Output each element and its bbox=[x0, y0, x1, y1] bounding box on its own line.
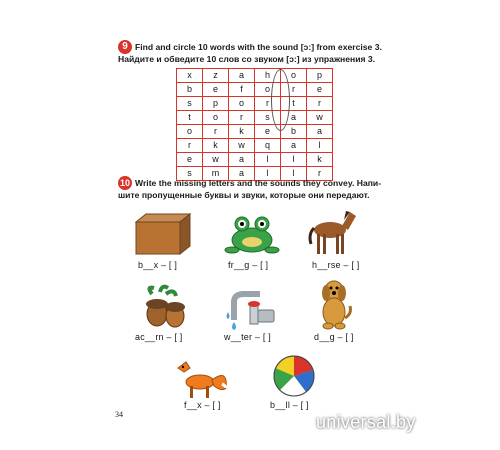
grid-cell[interactable]: r bbox=[229, 111, 255, 125]
water-caption: w__ter – [ ] bbox=[224, 332, 271, 342]
grid-row bbox=[177, 139, 333, 153]
exercise-10-badge: 10 bbox=[119, 178, 130, 188]
exercise-9-badge: 9 bbox=[118, 40, 132, 54]
grid-cell[interactable]: w bbox=[307, 111, 333, 125]
exercise-9-instruction-en: Find and circle 10 words with the sound [ɔ:] from exercise 3. bbox=[135, 42, 382, 52]
fox-caption: f__x – [ ] bbox=[184, 400, 221, 410]
grid-cell[interactable]: r bbox=[255, 97, 281, 111]
grid-cell[interactable]: o bbox=[203, 111, 229, 125]
horse-caption: h__rse – [ ] bbox=[312, 260, 360, 270]
grid-cell[interactable]: k bbox=[307, 153, 333, 167]
circled-word-marker bbox=[271, 69, 290, 131]
grid-cell[interactable]: a bbox=[229, 153, 255, 167]
grid-cell[interactable]: s bbox=[177, 167, 203, 181]
grid-cell[interactable]: h bbox=[255, 69, 281, 83]
grid-cell[interactable]: e bbox=[307, 83, 333, 97]
grid-row bbox=[177, 83, 333, 97]
acorn-icon bbox=[140, 284, 190, 330]
grid-row bbox=[177, 153, 333, 167]
grid-cell[interactable]: r bbox=[307, 167, 333, 181]
grid-cell[interactable]: l bbox=[281, 153, 307, 167]
grid-row bbox=[177, 69, 333, 83]
grid-row bbox=[177, 111, 333, 125]
frog-caption: fr__g – [ ] bbox=[228, 260, 269, 270]
ball-caption: b__ll – [ ] bbox=[270, 400, 309, 410]
grid-cell[interactable]: q bbox=[255, 139, 281, 153]
box-icon bbox=[130, 212, 194, 256]
word-search-grid bbox=[176, 68, 333, 181]
grid-cell[interactable]: s bbox=[177, 97, 203, 111]
grid-cell[interactable]: r bbox=[203, 125, 229, 139]
grid-cell[interactable]: x bbox=[177, 69, 203, 83]
grid-cell[interactable]: r bbox=[307, 97, 333, 111]
grid-cell[interactable]: o bbox=[281, 69, 307, 83]
page-number: 34 bbox=[115, 410, 123, 419]
grid-cell[interactable]: k bbox=[203, 139, 229, 153]
ball-icon bbox=[272, 354, 316, 398]
grid-cell[interactable]: a bbox=[307, 125, 333, 139]
grid-cell[interactable]: m bbox=[203, 167, 229, 181]
grid-cell[interactable]: a bbox=[229, 167, 255, 181]
grid-cell[interactable]: p bbox=[203, 97, 229, 111]
grid-cell[interactable]: l bbox=[255, 167, 281, 181]
grid-cell[interactable]: k bbox=[229, 125, 255, 139]
grid-cell[interactable]: a bbox=[281, 111, 307, 125]
grid-cell[interactable]: e bbox=[203, 83, 229, 97]
dog-icon bbox=[316, 278, 356, 330]
dog-caption: d__g – [ ] bbox=[314, 332, 354, 342]
grid-cell[interactable]: f bbox=[229, 83, 255, 97]
grid-cell[interactable]: t bbox=[281, 97, 307, 111]
horse-icon bbox=[308, 208, 358, 256]
water-tap-icon bbox=[224, 290, 278, 330]
grid-cell[interactable]: o bbox=[177, 125, 203, 139]
exercise-9-instruction-ru: Найдите и обведите 10 слов со звуком [ɔ:] из упражнения 3. bbox=[118, 54, 376, 64]
grid-cell[interactable]: o bbox=[229, 97, 255, 111]
watermark: universal.by bbox=[316, 412, 416, 432]
box-caption: b__x – [ ] bbox=[138, 260, 178, 270]
grid-cell[interactable]: w bbox=[229, 139, 255, 153]
frog-icon bbox=[224, 214, 280, 254]
grid-cell[interactable]: b bbox=[281, 125, 307, 139]
grid-cell[interactable]: e bbox=[177, 153, 203, 167]
fox-icon bbox=[176, 358, 230, 400]
grid-cell[interactable]: r bbox=[281, 83, 307, 97]
exercise-10-instruction-line1: Write the missing letters and the sounds they convey. Напи- bbox=[135, 178, 382, 188]
grid-cell[interactable]: l bbox=[255, 153, 281, 167]
grid-cell[interactable]: r bbox=[177, 139, 203, 153]
grid-cell[interactable]: z bbox=[203, 69, 229, 83]
grid-cell[interactable]: b bbox=[177, 83, 203, 97]
acorn-caption: ac__rn – [ ] bbox=[135, 332, 183, 342]
grid-cell[interactable]: p bbox=[307, 69, 333, 83]
grid-cell[interactable]: w bbox=[203, 153, 229, 167]
grid-row bbox=[177, 97, 333, 111]
grid-cell[interactable]: o bbox=[255, 83, 281, 97]
grid-cell[interactable]: t bbox=[177, 111, 203, 125]
grid-cell[interactable]: a bbox=[229, 69, 255, 83]
grid-cell[interactable]: l bbox=[307, 139, 333, 153]
grid-row bbox=[177, 125, 333, 139]
grid-cell[interactable]: s bbox=[255, 111, 281, 125]
grid-cell[interactable]: a bbox=[281, 139, 307, 153]
exercise-10-instruction-line2: шите пропущенные буквы и звуки, которые они передают. bbox=[118, 190, 370, 200]
grid-cell[interactable]: e bbox=[255, 125, 281, 139]
grid-cell[interactable]: l bbox=[281, 167, 307, 181]
